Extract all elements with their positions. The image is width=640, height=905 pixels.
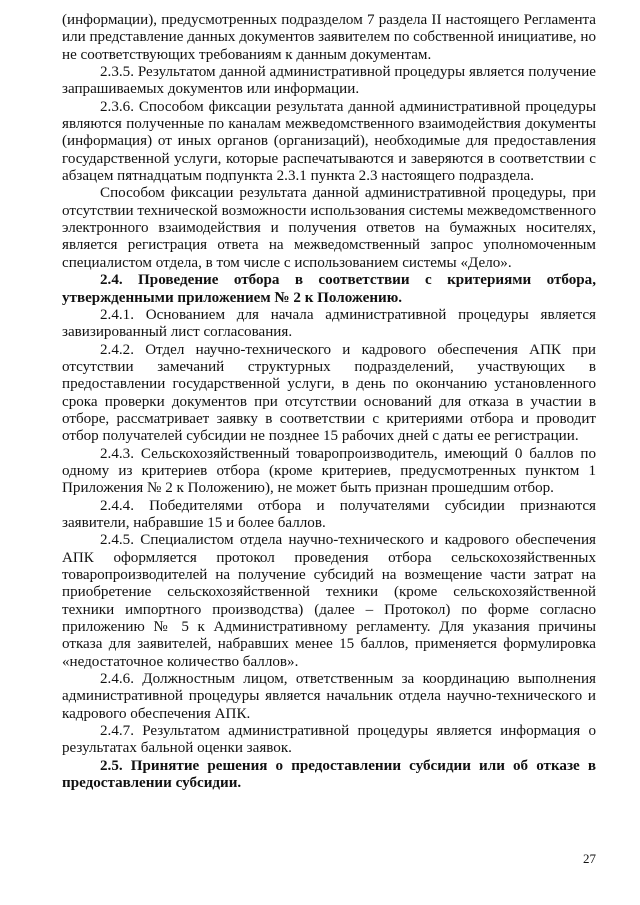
document-page [62, 12, 596, 792]
paragraph-2-4-7: 2.4.7. Результатом административной процедуры является информация о результатах бальной оценки заявок. [62, 723, 596, 757]
section-heading-2-4: 2.4. Проведение отбора в соответствии с критериями отбора, утвержденными приложением № 2 к Положению. [62, 272, 596, 306]
paragraph-2-4-5: 2.4.5. Специалистом отдела научно-технического и кадрового обеспечения АПК оформляется протокол проведения отбора сельскохозяйственных товаропроизводителей на получение субсидий на возмещение части затрат на приобретение сельскохозяйственной техники (кроме сельскохозяйственной техники импортного производства) (далее – Протокол) по форме согласно приложению № 5 к Административному регламенту. Для указания причины отказа для заявителей, набравших менее 15 баллов, применяется формулировка «недостаточное количество баллов». [62, 532, 596, 670]
paragraph-2-3-5: 2.3.5. Результатом данной административной процедуры является получение запрашиваемых документов или информации. [62, 64, 596, 98]
paragraph-2-3-6: 2.3.6. Способом фиксации результата данной административной процедуры являются полученные по каналам межведомственного взаимодействия документы (информация) от иных органов (организаций), необходимые для предоставления государственной услуги, которые распечатываются и заверяются в соответствии с абзацем пятнадцатым подпункта 2.3.1 пункта 2.3 настоящего подраздела. [62, 98, 596, 185]
paragraph-2-4-2: 2.4.2. Отдел научно-технического и кадрового обеспечения АПК при отсутствии замечаний структурных подразделений, участвующих в предоставлении государственной услуги, в день по окончанию установленного срока проверки документов при отсутствии оснований для отказа в участии в отборе, рассматривает заявку в соответствии с критериями отбора и проводит отбор получателей субсидии не позднее 15 рабочих дней с даты ее регистрации. [62, 341, 596, 445]
paragraph-2-4-6: 2.4.6. Должностным лицом, ответственным за координацию выполнения административной процедуры является начальник отдела научно-технического и кадрового обеспечения АПК. [62, 671, 596, 722]
paragraph-2-4-1: 2.4.1. Основанием для начала административной процедуры является завизированный лист согласования. [62, 306, 596, 341]
paragraph-continuation: (информации), предусмотренных подразделом 7 раздела II настоящего Регламента или представление данных документов заявителем по собственной инициативе, но не соответствующих требованиям к данным документам. [62, 12, 596, 63]
paragraph-2-4-3: 2.4.3. Сельскохозяйственный товаропроизводитель, имеющий 0 баллов по одному из критериев отбора (кроме критериев, предусмотренных пунктом 1 Приложения № 2 к Положению), не может быть признан прошедшим отбор. [62, 445, 596, 497]
page-number: 27 [583, 851, 596, 866]
paragraph-2-4-4: 2.4.4. Победителями отбора и получателями субсидии признаются заявители, набравшие 15 и более баллов. [62, 497, 596, 531]
section-heading-2-5: 2.5. Принятие решения о предоставлении субсидии или об отказе в предоставлении субсидии. [62, 757, 596, 792]
paragraph-fixation-method: Способом фиксации результата данной административной процедуры, при отсутствии технической возможности использования системы межведомственного электронного взаимодействия и получения ответов на бумажных носителях, является регистрация ответа на межведомственный запрос уполномоченным специалистом отдела, в том числе с использованием системы «Дело». [62, 185, 596, 271]
